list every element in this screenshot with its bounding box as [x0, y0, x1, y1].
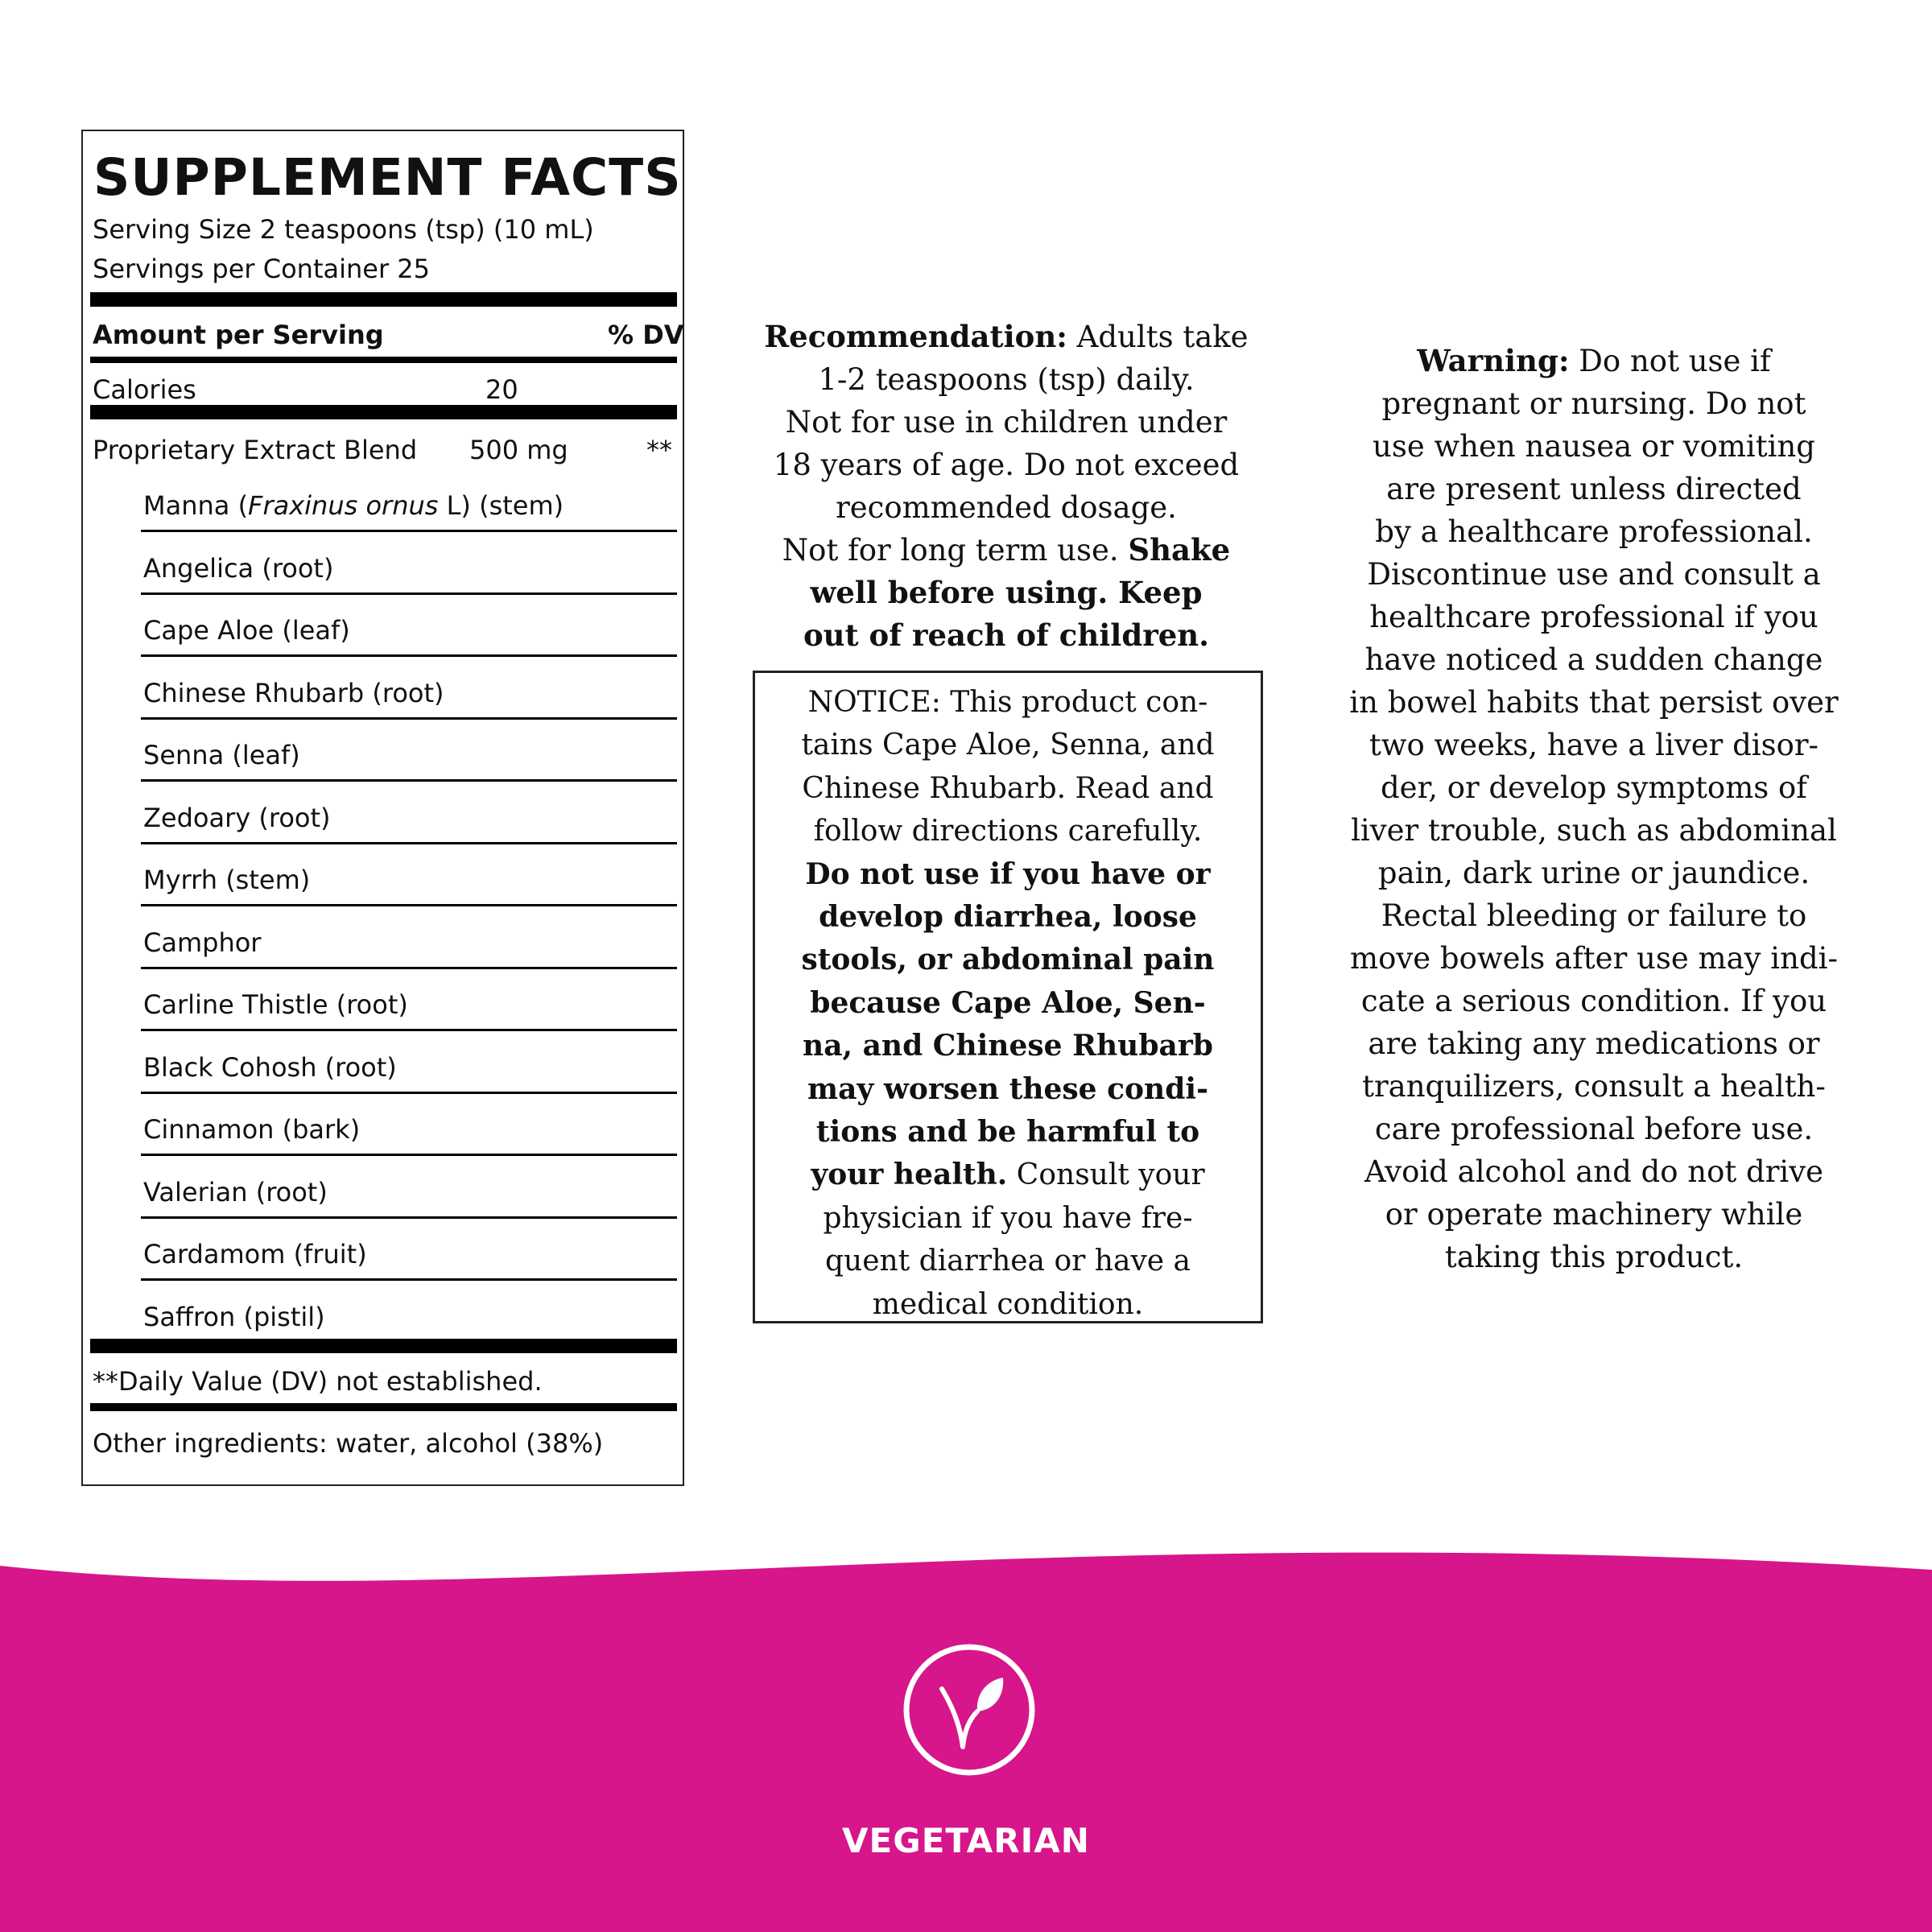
latin-name: Fraxinus ornus — [248, 490, 439, 521]
recommendation-lead: Recommendation: — [764, 319, 1067, 354]
ingredient-row: Cape Aloe (leaf) — [83, 617, 686, 680]
blend-label: Proprietary Extract Blend — [93, 435, 418, 465]
row-divider — [141, 530, 677, 532]
calories-label: Calories — [93, 374, 196, 405]
servings-per-container: Servings per Container 25 — [93, 254, 431, 284]
notice-box: NOTICE: This product con- tains Cape Aloe, Senna, and Chinese Rhubarb. Read and follow directions carefully. Do not use if you have or develop diarrhea, loose stools, or abdominal pain because Cape Aloe, Sen- na, and Chinese Rhubarb may worsen these condi- tions and be harmful to your health. Consult your physician if you have fre- quent diarrhea or have a medical condition. — [753, 671, 1263, 1323]
thick-divider — [90, 292, 677, 307]
medium-divider — [90, 357, 677, 363]
other-ingredients: Other ingredients: water, alcohol (38%) — [93, 1428, 604, 1459]
calories-value: 20 — [485, 374, 518, 405]
vegetarian-leaf-icon — [902, 1642, 1037, 1777]
recommendation-block: Recommendation: Adults take 1-2 teaspoons (tsp) daily. Not for use in children under 18 years of age. Do not exceed recommended dosage. Not for long term use. Shake well before using. Keep out of reach of children. — [764, 319, 1249, 653]
ingredient-row: Valerian (root) — [83, 1179, 686, 1242]
ingredient-row: Myrrh (stem) — [83, 867, 686, 930]
ingredient-row: Camphor — [83, 930, 686, 993]
thick-divider — [90, 1339, 677, 1353]
warning-block: Warning: Do not use if pregnant or nursing. Do not use when nausea or vomiting are present unless directed by a healthcare professional. Discontinue use and consult a healthcare professional if you have noticed a sudden change in bowel habits that persist over two weeks, have a liver disor- der, or develop symptoms of liver trouble, such as abdominal pain, dark urine or jaundice. Rectal bleeding or failure to move bowels after use may indi- cate a serious condition. If you are taking any medications or tranquilizers, consult a health- care professional before use. Avoid alcohol and do not drive or operate machinery while taking this product. — [1349, 343, 1839, 1274]
medium-divider — [90, 1403, 677, 1411]
ingredient-row: Senna (leaf) — [83, 742, 686, 805]
ingredient-row: Angelica (root) — [83, 555, 686, 618]
ingredient-row: Chinese Rhubarb (root) — [83, 680, 686, 743]
dv-header: % DV — [608, 320, 684, 350]
ingredient-row: Cardamom (fruit) — [83, 1241, 686, 1304]
supplement-facts-panel — [81, 130, 684, 1486]
ingredient-row: Black Cohosh (root) — [83, 1055, 686, 1117]
blend-amount: 500 mg — [469, 435, 568, 465]
ingredient-row: Zedoary (root) — [83, 805, 686, 868]
dv-note: **Daily Value (DV) not established. — [93, 1366, 543, 1397]
facts-title: SUPPLEMENT FACTS — [93, 148, 682, 207]
ingredient-row: Cinnamon (bark) — [83, 1117, 686, 1179]
vegetarian-label: VEGETARIAN — [842, 1821, 1090, 1860]
warning-lead: Warning: — [1417, 343, 1570, 378]
ingredient-name: Manna (Fraxinus ornus L) (stem) — [143, 490, 564, 521]
ingredient-row-manna — [83, 490, 686, 555]
ingredient-row: Saffron (pistil) — [143, 1301, 325, 1332]
blend-dv: ** — [646, 435, 672, 465]
thick-divider — [90, 405, 677, 419]
serving-size: Serving Size 2 teaspoons (tsp) (10 mL) — [93, 214, 594, 245]
ingredient-row: Carline Thistle (root) — [83, 992, 686, 1055]
amount-per-serving-header: Amount per Serving — [93, 320, 384, 350]
